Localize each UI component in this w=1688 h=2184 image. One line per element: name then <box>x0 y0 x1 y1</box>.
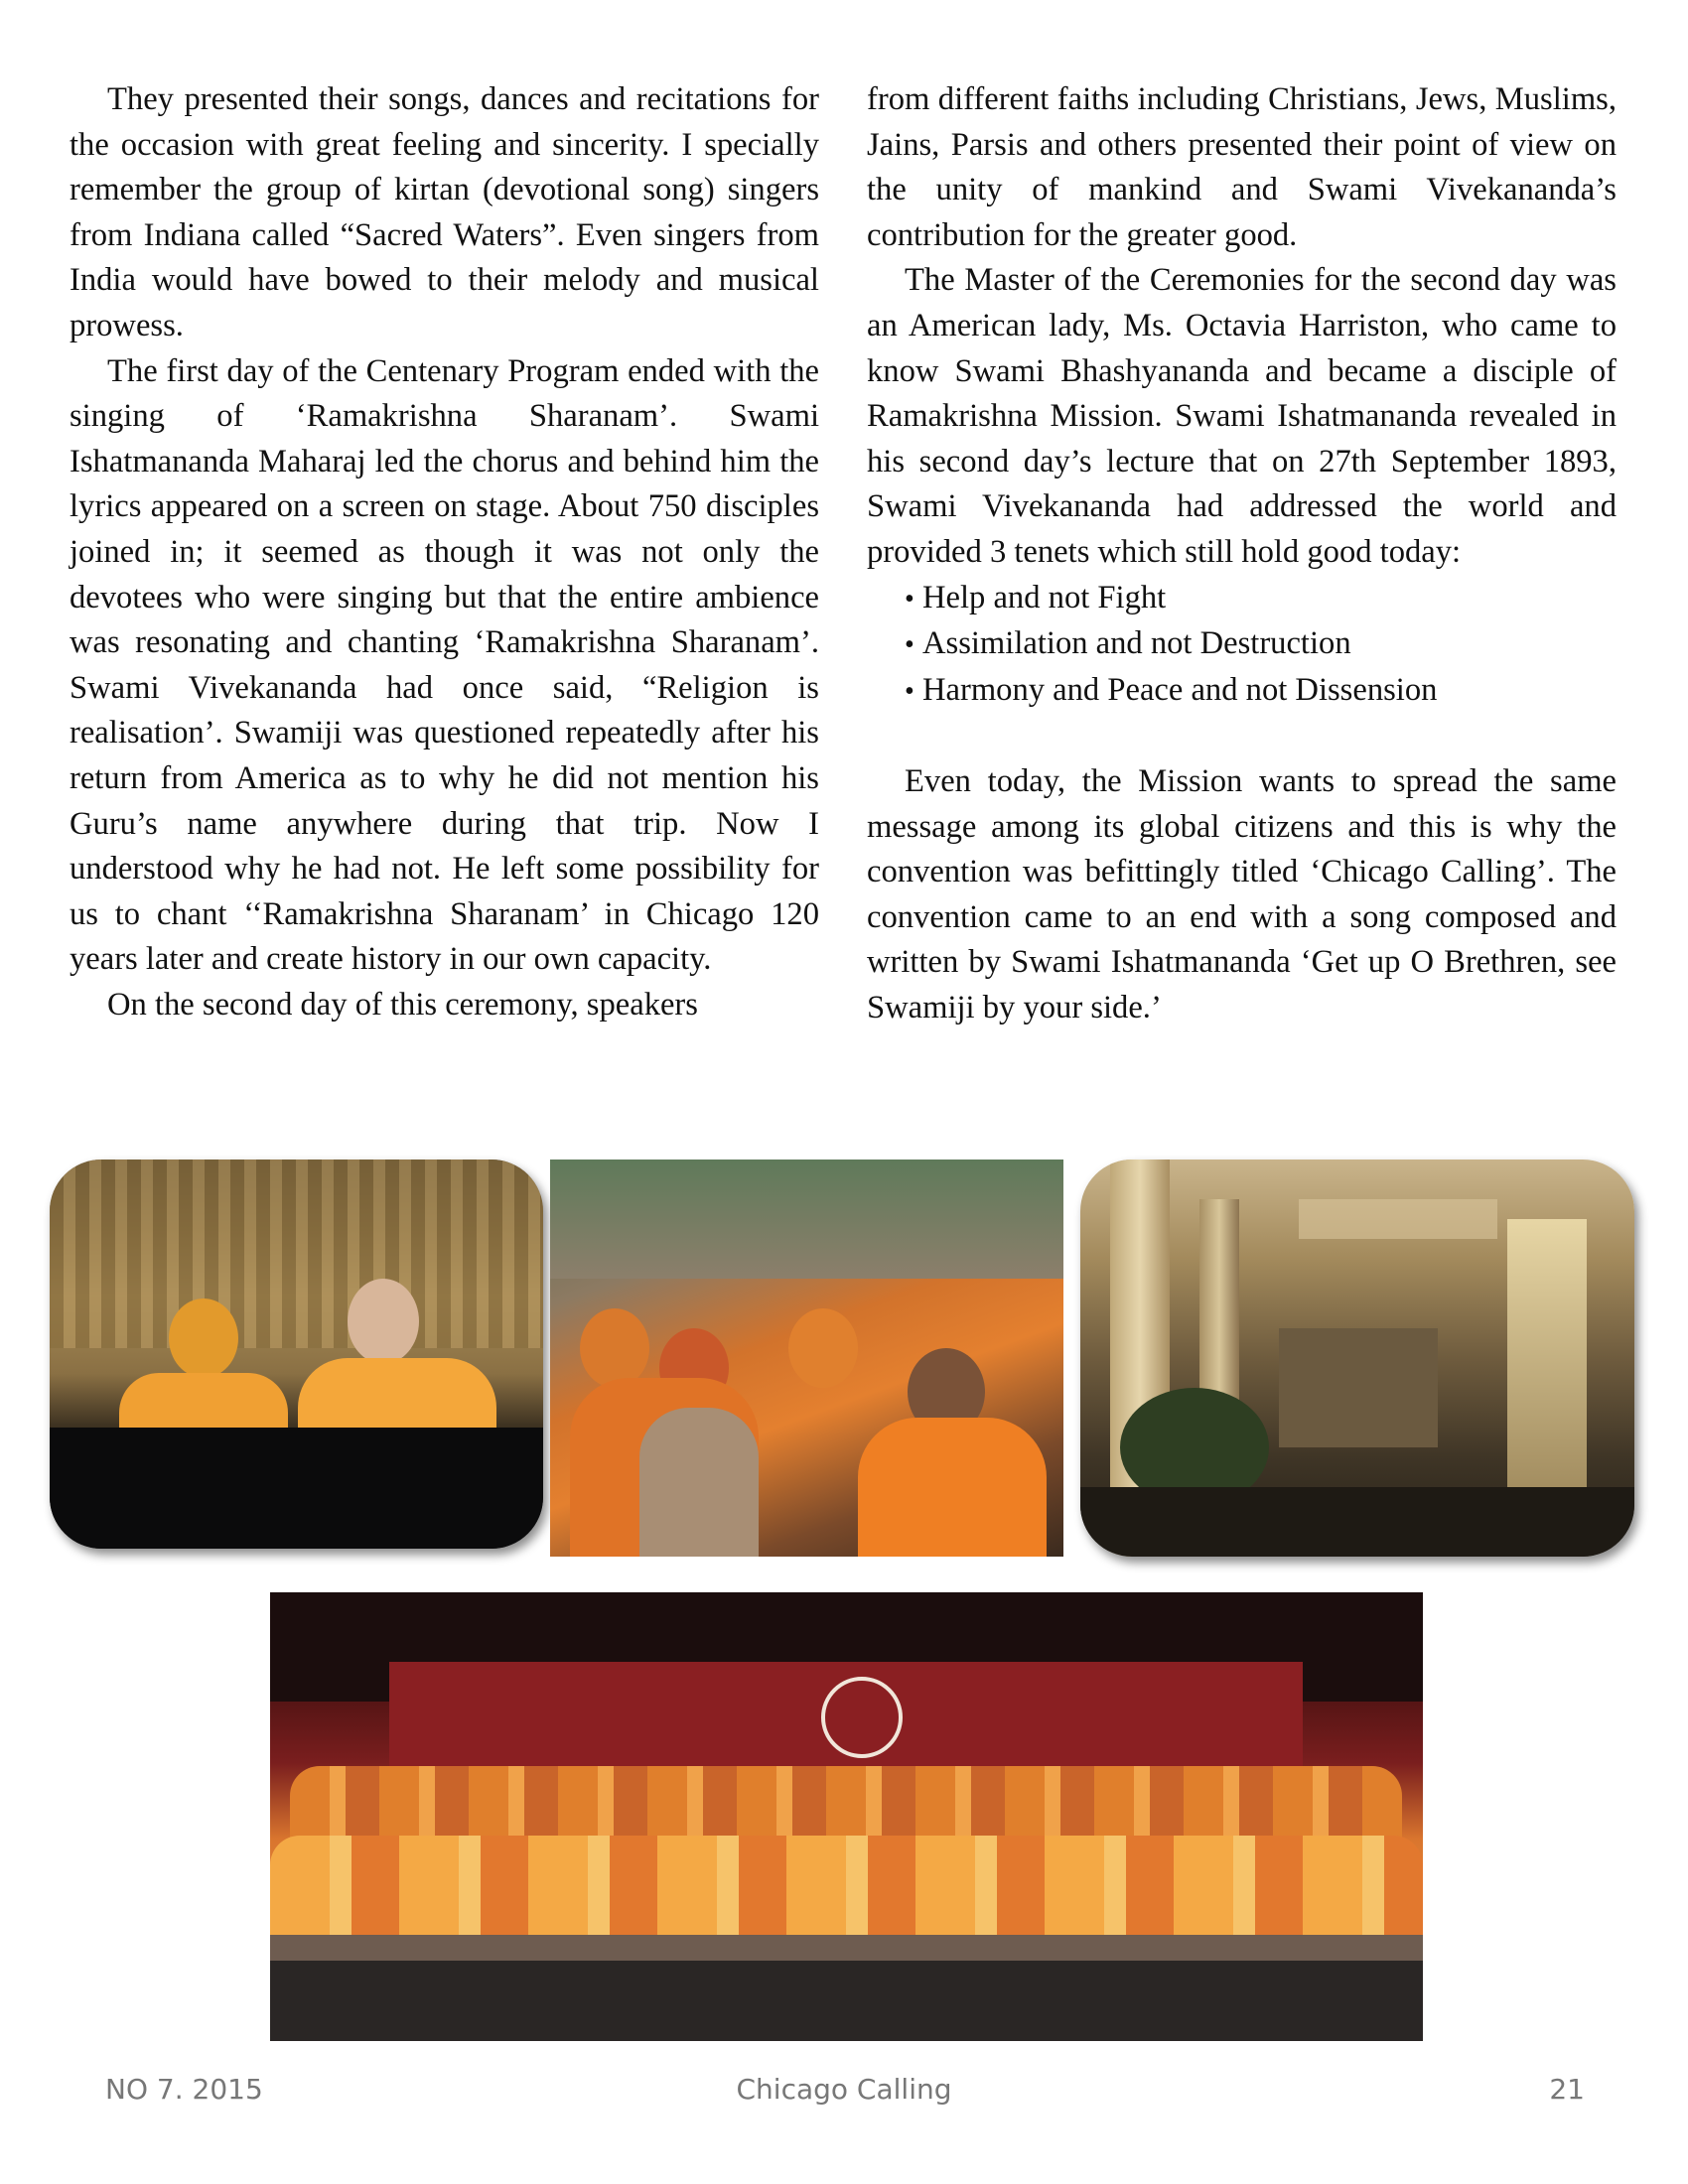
paragraph-4: from different faiths including Christians, Jews, Muslims, Jains, Parsis and others presented their point of view on the unity of mankind and Swami Vivekananda’s contribution for the greater good. <box>867 81 1617 253</box>
footer-page-number: 21 <box>1549 2073 1585 2106</box>
photo-procession <box>550 1160 1063 1557</box>
photo-hall-interior <box>1080 1160 1634 1557</box>
table-cloth <box>50 1428 543 1549</box>
photo-group-on-stage <box>270 1592 1423 2041</box>
tenet-item <box>905 668 1617 715</box>
bullet-icon: • <box>905 583 914 614</box>
paragraph-3: On the second day of this ceremony, speakers <box>107 986 698 1023</box>
stage-edge <box>270 1935 1423 1961</box>
paragraph-1: They presented their songs, dances and recitations for the occasion with great feeling and sincerity. I specially remember the group of kirtan (devotional song) singers from Indiana called “Sacred Waters”. Even singers from India would have bowed to their melody and musical prowess. <box>70 81 819 343</box>
bullet-icon: • <box>905 629 914 661</box>
footer-issue: NO 7. 2015 <box>105 2073 263 2106</box>
photo-speakers-at-table <box>50 1160 543 1549</box>
seated-row-front <box>270 1836 1423 1935</box>
paragraph-6: Even today, the Mission wants to spread the same message among its global citizens and this is why the convention was befittingly titled ‘Chicago Calling’. The convention came to an end with a song composed and written by Swami Ishatmananda ‘Get up O Brethren, see Swamiji by your side.’ <box>867 762 1617 1025</box>
coat <box>639 1408 759 1557</box>
tenet-text: Harmony and Peace and not Dissension <box>922 671 1438 708</box>
tenet-item <box>905 621 1617 668</box>
railing <box>1080 1487 1634 1557</box>
trees-background <box>550 1160 1063 1279</box>
footer-title: Chicago Calling <box>736 2073 952 2106</box>
orange-jacket <box>858 1418 1047 1557</box>
person <box>580 1308 649 1388</box>
arched-windows <box>1507 1219 1587 1517</box>
speaker-robe <box>298 1358 496 1437</box>
tenets-list <box>867 576 1617 715</box>
paragraph-5: The Master of the Ceremonies for the second day was an American lady, Ms. Octavia Harriston, who came to know Swami Bhashyananda and became a disciple of Ramakrishna Mission. Swami Ishatmananda revealed in his second day’s lecture that on 27th September 1893, Swami Vivekananda had addressed the world and provided 3 tenets which still hold good today: <box>867 262 1617 570</box>
article-right-column <box>867 77 1617 1030</box>
person <box>788 1308 858 1388</box>
tenet-text: Help and not Fight <box>922 579 1167 615</box>
tenet-text: Assimilation and not Destruction <box>922 625 1351 662</box>
paragraph-2: The first day of the Centenary Program ended with the singing of ‘Ramakrishna Sharanam’. Swami Ishatmananda Maharaj led the chorus and behind him the lyrics appeared on a screen on stage. About 750 disciples joined in; it seemed as though it was not only the devotees who were singing but that the entire ambience was resonating and chanting ‘Ramakrishna Sharanam’. Swami Vivekananda had once said, “Religion is realisation’. Swamiji was questioned repeatedly after his return from America as to why he did not mention his Guru’s name anywhere during that trip. Now I understood why he had not. He left some possibility for us to chant ‘‘Ramakrishna Sharanam’ in Chicago 120 years later and create history in our own capacity. <box>70 352 819 978</box>
speaker-robe <box>119 1373 288 1433</box>
speaker-head <box>169 1298 238 1378</box>
tenet-item <box>905 576 1617 622</box>
bullet-icon: • <box>905 675 914 707</box>
curtain-backdrop <box>50 1160 543 1348</box>
spacer <box>867 714 1617 759</box>
staircase <box>1279 1328 1438 1447</box>
speaker-head <box>348 1279 419 1364</box>
stage-front <box>270 1961 1423 2041</box>
ceiling <box>1299 1199 1497 1239</box>
article-left-column <box>70 77 819 1027</box>
om-emblem <box>821 1677 903 1758</box>
